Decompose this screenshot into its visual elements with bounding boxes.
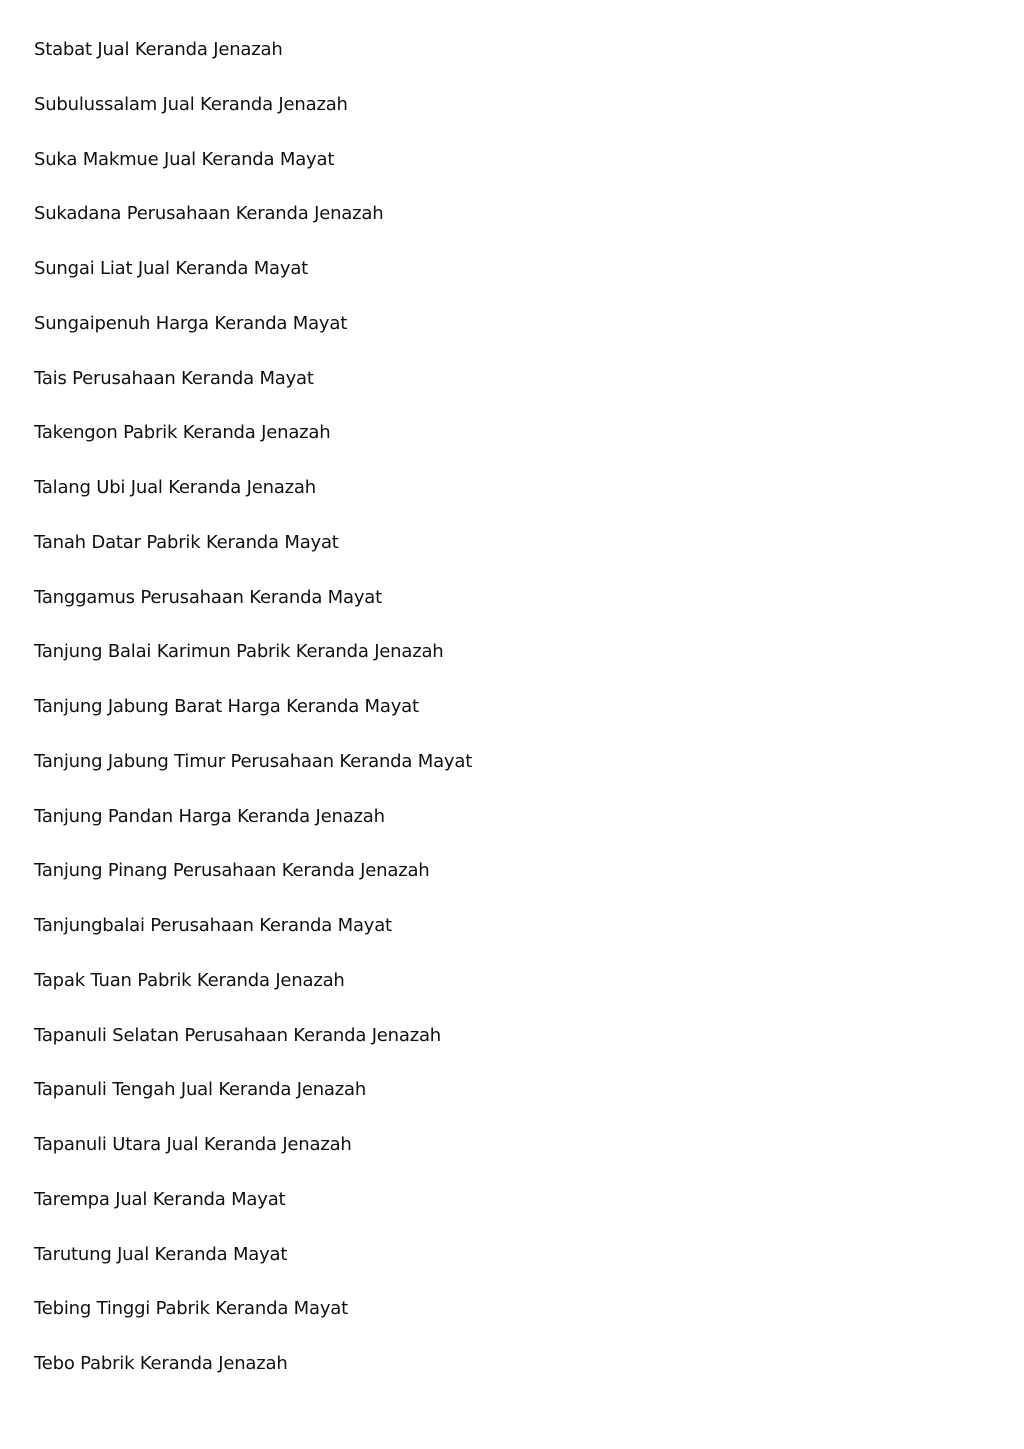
text-line: Sungaipenuh Harga Keranda Mayat xyxy=(34,312,348,334)
text-line: Tebing Tinggi Pabrik Keranda Mayat xyxy=(34,1298,348,1320)
text-line: Sungai Liat Jual Keranda Mayat xyxy=(34,258,309,279)
text-line: Tapanuli Tengah Jual Keranda Jenazah xyxy=(34,1079,367,1101)
text-line: Tapak Tuan Pabrik Keranda Jenazah xyxy=(34,969,345,991)
text-line: Sukadana Perusahaan Keranda Jenazah xyxy=(34,203,384,225)
text-line: Tanjung Jabung Timur Perusahaan Keranda Mayat xyxy=(34,750,473,772)
text-line: Tanjung Jabung Barat Harga Keranda Mayat xyxy=(34,696,419,717)
text-line: Tanah Datar Pabrik Keranda Mayat xyxy=(34,531,339,553)
text-line: Tebo Pabrik Keranda Jenazah xyxy=(34,1353,288,1374)
text-line: Talang Ubi Jual Keranda Jenazah xyxy=(34,477,316,498)
text-line: Tanjungbalai Perusahaan Keranda Mayat xyxy=(34,915,392,936)
text-line: Tanjung Balai Karimun Pabrik Keranda Jenazah xyxy=(34,641,444,663)
text-line: Subulussalam Jual Keranda Jenazah xyxy=(34,93,348,115)
text-line: Tanggamus Perusahaan Keranda Mayat xyxy=(34,586,382,608)
text-line: Tais Perusahaan Keranda Mayat xyxy=(34,367,314,389)
text-line: Tarempa Jual Keranda Mayat xyxy=(34,1188,286,1210)
text-line-list xyxy=(34,36,994,1405)
text-line: Stabat Jual Keranda Jenazah xyxy=(34,39,283,60)
text-line: Tarutung Jual Keranda Mayat xyxy=(34,1243,288,1265)
text-line: Tapanuli Selatan Perusahaan Keranda Jenazah xyxy=(34,1024,441,1046)
text-line: Tapanuli Utara Jual Keranda Jenazah xyxy=(34,1134,352,1155)
text-line: Suka Makmue Jual Keranda Mayat xyxy=(34,148,335,170)
text-line: Tanjung Pinang Perusahaan Keranda Jenazah xyxy=(34,860,430,882)
text-line: Takengon Pabrik Keranda Jenazah xyxy=(34,422,331,444)
text-line: Tanjung Pandan Harga Keranda Jenazah xyxy=(34,805,385,827)
